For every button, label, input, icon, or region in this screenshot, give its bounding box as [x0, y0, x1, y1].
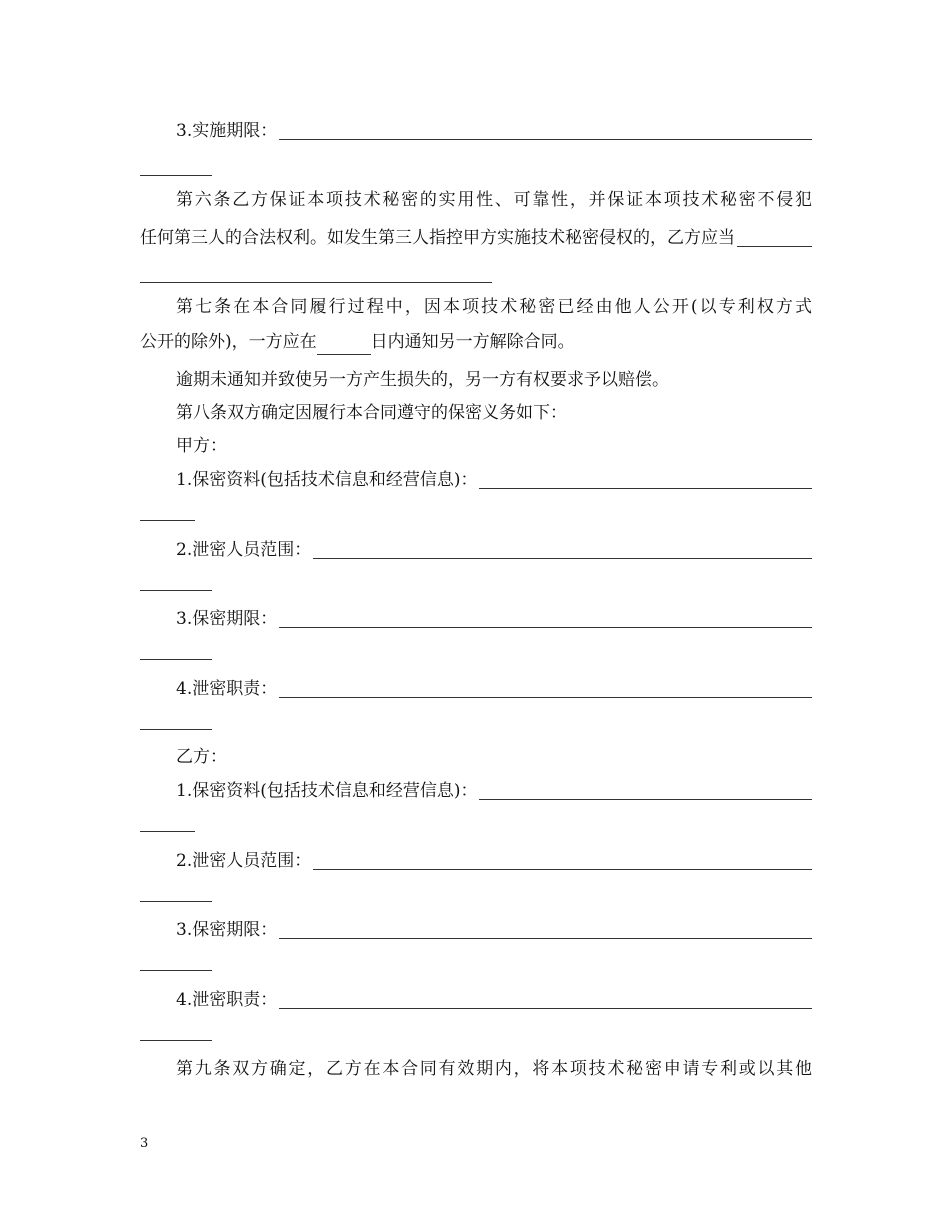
blank-continuation	[140, 970, 212, 971]
article-6-line-1: 第六条乙方保证本项技术秘密的实用性、可靠性，并保证本项技术秘密不侵犯	[176, 190, 812, 210]
blank-field	[279, 609, 812, 628]
blank-field	[279, 679, 812, 698]
party-a-item-4: 4.泄密职责：	[140, 676, 812, 702]
party-a-item-1: 1.保密资料(包括技术信息和经营信息)：	[140, 467, 812, 493]
party-b-heading: 乙方：	[176, 747, 227, 767]
blank-continuation	[140, 901, 212, 902]
blank-continuation	[140, 729, 212, 730]
party-b-item-4: 4.泄密职责：	[140, 987, 812, 1013]
impl-period-line	[140, 118, 812, 144]
impl-period-label: 3.实施期限：	[176, 121, 278, 141]
overdue-clause: 逾期未通知并致使另一方产生损失的，另一方有权要求予以赔偿。	[176, 370, 669, 390]
blank-field	[737, 228, 812, 247]
blank-field	[279, 121, 812, 140]
blank-field	[313, 540, 812, 559]
party-b-item-2: 2.泄密人员范围：	[140, 848, 812, 874]
blank-continuation	[140, 590, 212, 591]
blank-field	[279, 920, 812, 939]
blank-continuation	[140, 831, 195, 832]
blank-continuation	[140, 282, 492, 283]
party-b-item-1: 1.保密资料(包括技术信息和经营信息)：	[140, 778, 812, 804]
article-9-line-1: 第九条双方确定，乙方在本合同有效期内，将本项技术秘密申请专利或以其他	[176, 1059, 812, 1079]
article-7-line-1: 第七条在本合同履行过程中，因本项技术秘密已经由他人公开(以专利权方式	[176, 297, 812, 317]
blank-continuation	[140, 175, 212, 176]
days-blank	[317, 336, 371, 355]
blank-continuation	[140, 659, 212, 660]
page-number: 3	[140, 1136, 149, 1151]
blank-field	[279, 990, 812, 1009]
article-7-line-2: 公开的除外)，一方应在 日内通知另一方解除合同。	[140, 329, 812, 355]
blank-continuation	[140, 520, 195, 521]
party-b-item-3: 3.保密期限：	[140, 917, 812, 943]
blank-field	[479, 470, 812, 489]
blank-field	[313, 851, 812, 870]
party-a-heading: 甲方：	[176, 436, 227, 456]
blank-continuation	[140, 1040, 212, 1041]
party-a-item-3: 3.保密期限：	[140, 606, 812, 632]
article-6-line-2: 任何第三人的合法权利。如发生第三人指控甲方实施技术秘密侵权的，乙方应当	[140, 225, 812, 251]
blank-field	[479, 781, 812, 800]
article-8: 第八条双方确定因履行本合同遵守的保密义务如下：	[176, 403, 567, 423]
party-a-item-2: 2.泄密人员范围：	[140, 537, 812, 563]
